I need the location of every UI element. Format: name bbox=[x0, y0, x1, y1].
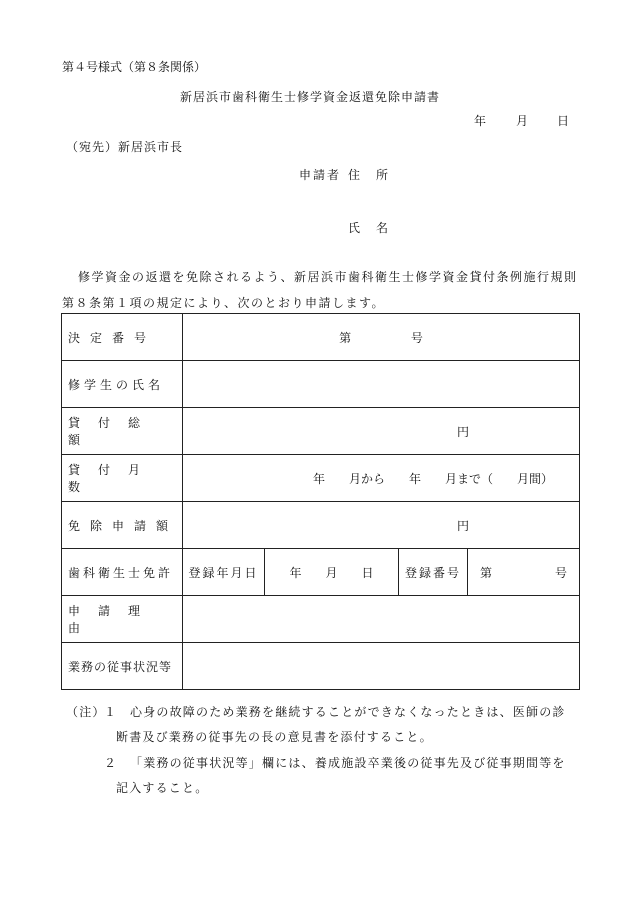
row-decision-number bbox=[62, 314, 580, 361]
intro-line-1: 修学資金の返還を免除されるよう、新居浜市歯科衛生士修学資金貸付条例施行規則 bbox=[78, 270, 578, 284]
row-reason bbox=[62, 596, 580, 643]
reg-number-prefix: 第 bbox=[480, 565, 493, 580]
total-loan-label: 貸付総額 bbox=[62, 408, 183, 455]
reg-number-field[interactable] bbox=[468, 549, 580, 596]
date-day: 日 bbox=[557, 114, 570, 128]
notes-heading: （注） bbox=[66, 705, 106, 719]
exemption-amount-field[interactable] bbox=[183, 502, 580, 549]
row-student-name bbox=[62, 361, 580, 408]
reg-date-value: 年 月 日 bbox=[289, 565, 374, 580]
loan-months-field[interactable] bbox=[183, 455, 580, 502]
total-loan-field[interactable] bbox=[183, 408, 580, 455]
row-license bbox=[62, 549, 580, 596]
reason-field[interactable] bbox=[183, 596, 580, 643]
decision-number-label: 決定番号 bbox=[62, 314, 183, 361]
reg-number-suffix: 号 bbox=[554, 565, 567, 580]
student-name-field[interactable] bbox=[183, 361, 580, 408]
decision-number-prefix: 第 bbox=[339, 330, 352, 345]
student-name-label: 修学生の氏名 bbox=[62, 361, 183, 408]
name-label: 氏 名 bbox=[348, 221, 391, 235]
note-2-line-1: 「業務の従事状況等」欄には、養成施設卒業後の従事先及び従事期間等を bbox=[130, 756, 566, 770]
date-year: 年 bbox=[474, 114, 487, 128]
form-number: 第４号様式（第８条関係） bbox=[62, 60, 207, 74]
row-total-loan bbox=[62, 408, 580, 455]
decision-number-field[interactable] bbox=[183, 314, 580, 361]
address-label: 住 所 bbox=[348, 168, 391, 182]
loan-months-value: 年 月から 年 月まで（ 月間） bbox=[312, 471, 553, 486]
note-1-number: １ bbox=[104, 705, 118, 719]
exemption-amount-label: 免除申請額 bbox=[62, 502, 183, 549]
date-month: 月 bbox=[516, 114, 529, 128]
reason-label: 申請理由 bbox=[62, 596, 183, 643]
employment-field[interactable] bbox=[183, 643, 580, 690]
employment-label: 業務の従事状況等 bbox=[62, 643, 183, 690]
applicant-label: 申請者 bbox=[299, 168, 342, 182]
reg-date-field[interactable] bbox=[265, 549, 399, 596]
intro-line-2: 第８条第１項の規定により、次のとおり申請します。 bbox=[62, 296, 386, 310]
form-title: 新居浜市歯科衛生士修学資金返還免除申請書 bbox=[180, 90, 441, 104]
reg-date-label: 登録年月日 bbox=[183, 549, 265, 596]
note-2-number: ２ bbox=[104, 756, 118, 770]
note-1-line-1: 心身の故障のため業務を継続することができなくなったときは、医師の診 bbox=[130, 705, 566, 719]
decision-number-suffix: 号 bbox=[410, 330, 423, 345]
reg-number-label: 登録番号 bbox=[399, 549, 468, 596]
row-exemption-amount bbox=[62, 502, 580, 549]
addressee: （宛先）新居浜市長 bbox=[66, 140, 184, 154]
exemption-amount-unit: 円 bbox=[456, 518, 469, 533]
loan-months-label: 貸付月数 bbox=[62, 455, 183, 502]
note-1-line-2: 断書及び業務の従事先の長の意見書を添付すること。 bbox=[116, 730, 433, 744]
license-label: 歯科衛生士免許 bbox=[62, 549, 183, 596]
total-loan-unit: 円 bbox=[456, 424, 469, 439]
application-table bbox=[61, 313, 580, 690]
row-loan-months bbox=[62, 455, 580, 502]
note-2-line-2: 記入すること。 bbox=[116, 781, 209, 795]
row-employment bbox=[62, 643, 580, 690]
